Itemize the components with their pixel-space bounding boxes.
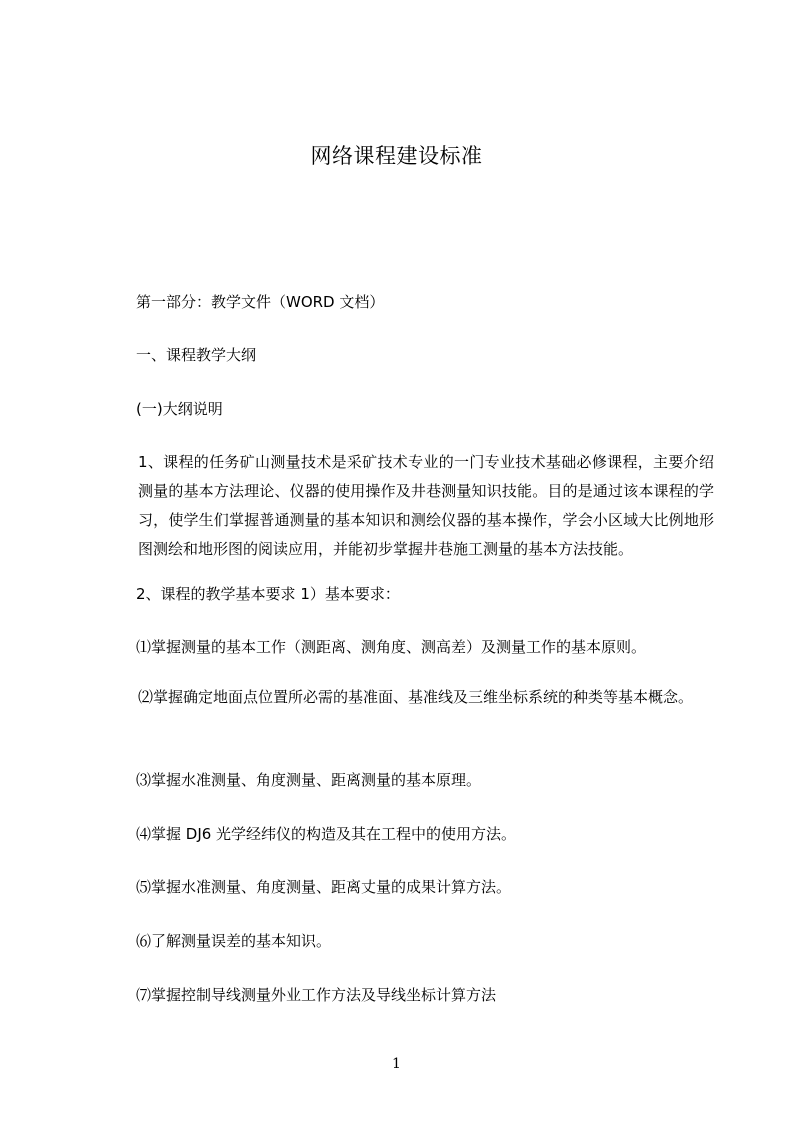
requirement-item-1: ⑴掌握测量的基本工作（测距离、测角度、测高差）及测量工作的基本原则。 bbox=[136, 638, 647, 656]
subsection-heading: (一)大纲说明 bbox=[136, 400, 223, 418]
course-task-paragraph-text: 1、课程的任务矿山测量技术是采矿技术专业的一门专业技术基础必修课程，主要介绍测量的基本方法理论、仪器的使用操作及井巷测量知识技能。目的是通过该本课程的学习，使学生们掌握普通测量的基本知识和测绘仪器的基本操作，学会小区域大比例地形图测绘和地形图的阅读应用，并能初步掌握井巷施工测量的基本方法技能。 bbox=[138, 453, 714, 558]
requirement-item-2 bbox=[108, 683, 714, 712]
course-task-paragraph bbox=[108, 448, 714, 564]
requirements-intro: 2、课程的教学基本要求 1）基本要求： bbox=[136, 585, 400, 603]
requirement-item-2-text: ⑵掌握确定地面点位置所必需的基准面、基准线及三维坐标系统的种类等基本概念。 bbox=[138, 688, 694, 706]
requirement-item-4: ⑷掌握 DJ6 光学经纬仪的构造及其在工程中的使用方法。 bbox=[136, 825, 517, 843]
section-heading: 一、课程教学大纲 bbox=[136, 346, 257, 364]
document-title: 网络课程建设标准 bbox=[310, 144, 483, 168]
requirement-item-6: ⑹了解测量误差的基本知识。 bbox=[136, 932, 332, 950]
part-heading: 第一部分：教学文件（WORD 文档） bbox=[136, 293, 385, 311]
page-number: 1 bbox=[392, 1056, 401, 1072]
requirement-item-7: ⑺掌握控制导线测量外业工作方法及导线坐标计算方法 bbox=[136, 986, 497, 1004]
requirement-item-3: ⑶掌握水准测量、角度测量、距离测量的基本原理。 bbox=[136, 771, 482, 789]
requirement-item-5: ⑸掌握水准测量、角度测量、距离丈量的成果计算方法。 bbox=[136, 878, 512, 896]
